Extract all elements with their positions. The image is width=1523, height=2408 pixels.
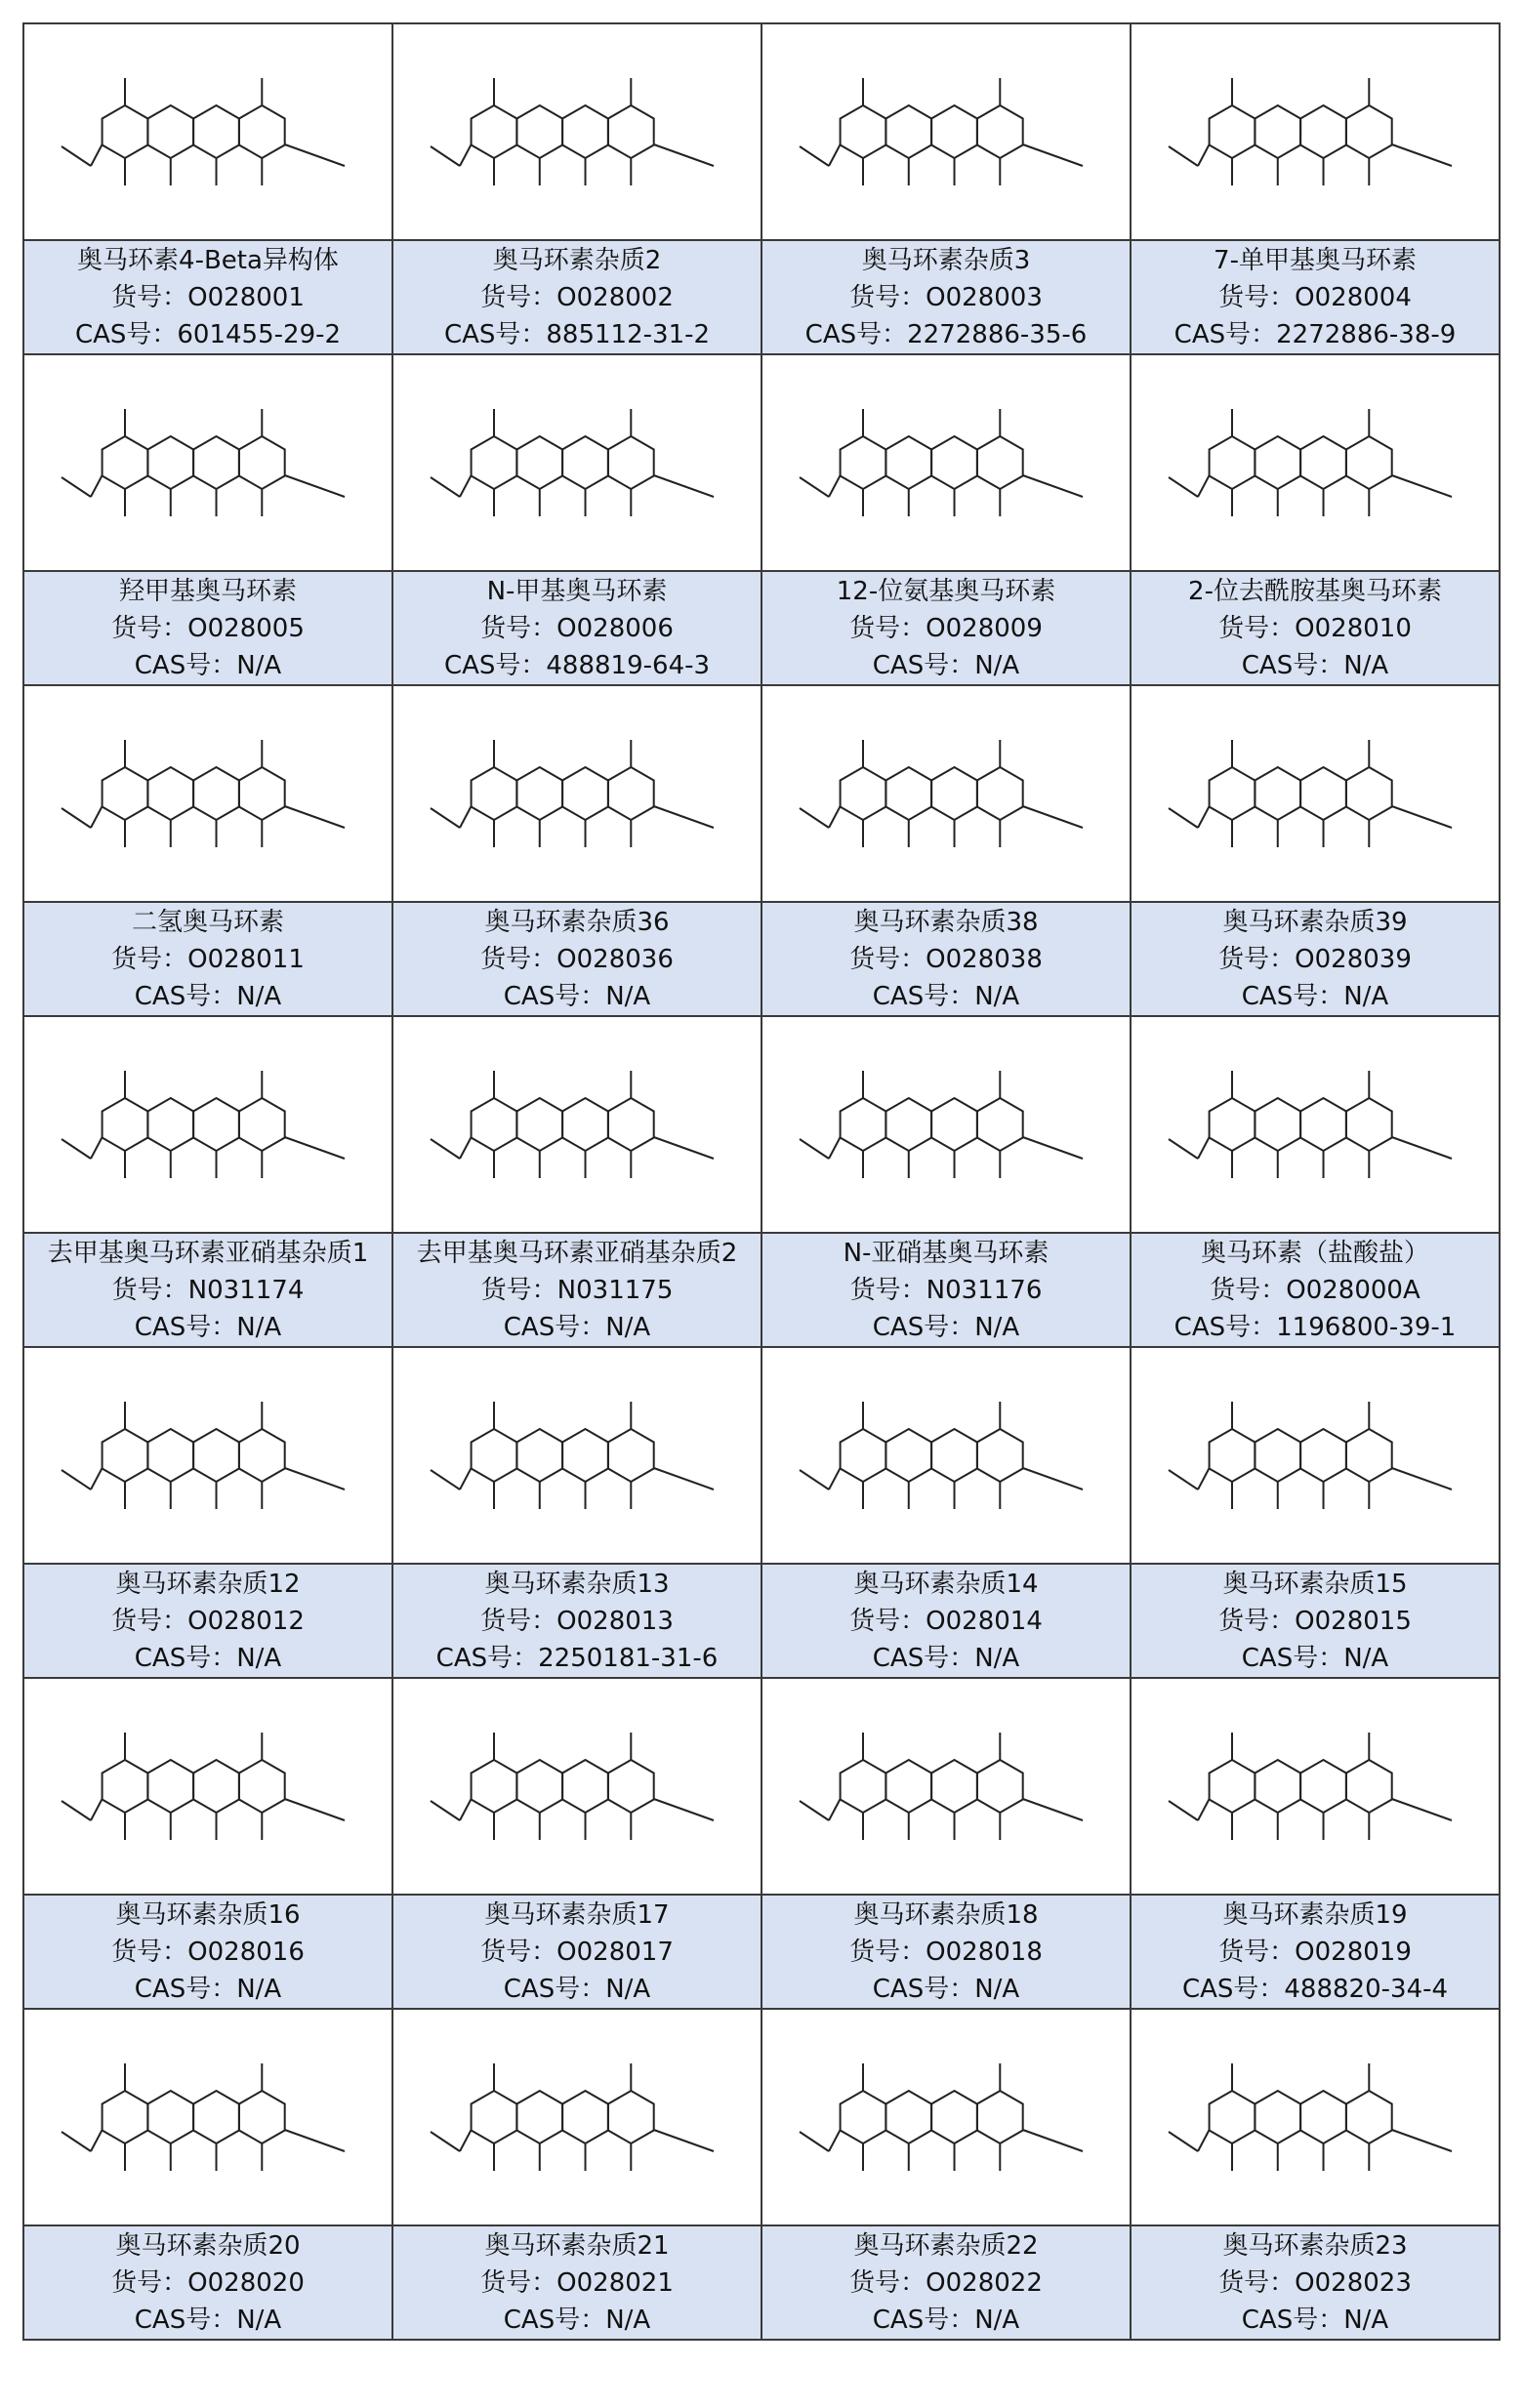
cas-label: CAS号：: [134, 981, 237, 1011]
cas-number-line: [762, 316, 1130, 353]
cas-value: N/A: [236, 2305, 282, 2335]
compound-info-cell: [762, 1895, 1131, 2009]
cas-label: CAS号：: [134, 650, 237, 680]
compound-info-cell: [1131, 1564, 1500, 1678]
product-code-value: O028005: [187, 613, 305, 643]
compound-name: 奥马环素杂质18: [853, 1899, 1039, 1930]
cas-number-line: [1132, 1971, 1499, 2008]
product-code-value: O028016: [187, 1937, 305, 1967]
compound-name: 奥马环素杂质38: [853, 907, 1039, 937]
cas-value: N/A: [236, 1643, 282, 1673]
compound-name: 奥马环素（盐酸盐）: [1200, 1238, 1429, 1268]
cas-value: N/A: [1343, 981, 1389, 1011]
tetracycline-structure-icon: [1132, 360, 1499, 565]
structure-cell: [1131, 685, 1500, 902]
compound-info-cell: [1131, 240, 1500, 354]
compound-name: 奥马环素杂质16: [115, 1899, 301, 1930]
structure-cell: [23, 354, 392, 571]
compound-name: 羟甲基奥马环素: [118, 576, 297, 606]
product-code-label: 货号：: [1218, 1606, 1296, 1636]
cas-number-line: [762, 2302, 1130, 2339]
cas-value: 601455-29-2: [177, 319, 342, 349]
product-code-line: [762, 610, 1130, 647]
cas-value: N/A: [974, 2305, 1020, 2335]
structure-cell: [392, 685, 762, 902]
structure-cell: [392, 2009, 762, 2225]
tetracycline-structure-icon: [24, 1022, 391, 1227]
structure-cell: [762, 354, 1131, 571]
compound-info-cell: [762, 902, 1131, 1016]
cas-value: 2272886-38-9: [1276, 319, 1457, 349]
product-code-line: [24, 941, 391, 978]
compound-name: 去甲基奥马环素亚硝基杂质2: [416, 1238, 738, 1268]
product-code-value: O028013: [556, 1606, 674, 1636]
product-code-value: O028000A: [1286, 1275, 1420, 1305]
product-code-value: O028001: [187, 282, 305, 312]
tetracycline-structure-icon: [24, 360, 391, 565]
cas-number-line: [24, 978, 391, 1015]
compound-name: 奥马环素杂质39: [1222, 907, 1408, 937]
product-code-value: O028038: [926, 944, 1043, 974]
tetracycline-structure-icon: [762, 360, 1130, 565]
structure-cell: [23, 23, 392, 240]
product-code-label: 货号：: [849, 613, 926, 643]
compound-info-cell: [392, 1233, 762, 1347]
tetracycline-structure-icon: [762, 1022, 1130, 1227]
cas-label: CAS号：: [134, 1312, 237, 1342]
product-code-label: 货号：: [480, 2267, 557, 2298]
product-code-label: 货号：: [1218, 1937, 1296, 1967]
product-code-value: O028003: [926, 282, 1043, 312]
product-code-line: [393, 279, 761, 316]
product-code-value: O028036: [556, 944, 674, 974]
product-code-label: 货号：: [480, 1606, 557, 1636]
compound-info-cell: [392, 902, 762, 1016]
tetracycline-structure-icon: [24, 2015, 391, 2220]
compound-info-cell: [1131, 1233, 1500, 1347]
cas-label: CAS号：: [435, 1643, 539, 1673]
compound-info-cell: [23, 1564, 392, 1678]
product-code-line: [393, 2265, 761, 2302]
cas-label: CAS号：: [1173, 1312, 1277, 1342]
structure-cell: [392, 1347, 762, 1564]
compound-info-cell: [1131, 902, 1500, 1016]
product-code-value: O028022: [926, 2267, 1043, 2298]
cas-value: 1196800-39-1: [1276, 1312, 1457, 1342]
product-code-line: [393, 1603, 761, 1640]
structure-cell: [23, 2009, 392, 2225]
compound-name: 奥马环素杂质14: [853, 1569, 1039, 1599]
product-code-line: [393, 1272, 761, 1309]
compound-info-cell: [392, 240, 762, 354]
structure-cell: [23, 1678, 392, 1895]
cas-label: CAS号：: [134, 1974, 237, 2004]
tetracycline-structure-icon: [762, 29, 1130, 234]
structure-cell: [762, 1347, 1131, 1564]
product-code-label: 货号：: [849, 2267, 926, 2298]
tetracycline-structure-icon: [393, 1353, 761, 1558]
compound-name: 奥马环素杂质15: [1222, 1569, 1408, 1599]
structure-cell: [762, 1016, 1131, 1233]
cas-value: N/A: [236, 1312, 282, 1342]
compound-info-cell: [762, 240, 1131, 354]
cas-number-line: [24, 1971, 391, 2008]
cas-label: CAS号：: [872, 1643, 975, 1673]
compound-name: 奥马环素杂质22: [853, 2230, 1039, 2261]
cas-value: N/A: [605, 981, 651, 1011]
product-code-value: O028015: [1295, 1606, 1412, 1636]
compound-name: N-亚硝基奥马环素: [843, 1238, 1050, 1268]
compound-name: 7-单甲基奥马环素: [1214, 245, 1417, 275]
cas-number-line: [1132, 647, 1499, 684]
tetracycline-structure-icon: [762, 2015, 1130, 2220]
compound-name: 去甲基奥马环素亚硝基杂质1: [47, 1238, 369, 1268]
product-code-value: O028021: [556, 2267, 674, 2298]
cas-number-line: [24, 647, 391, 684]
cas-label: CAS号：: [872, 1974, 975, 2004]
cas-value: N/A: [1343, 2305, 1389, 2335]
structure-cell: [762, 2009, 1131, 2225]
cas-label: CAS号：: [872, 981, 975, 1011]
compound-name: 奥马环素杂质13: [484, 1569, 670, 1599]
tetracycline-structure-icon: [393, 2015, 761, 2220]
tetracycline-structure-icon: [1132, 1684, 1499, 1889]
tetracycline-structure-icon: [393, 691, 761, 896]
compound-info-cell: [392, 2225, 762, 2340]
compound-info-cell: [762, 571, 1131, 685]
cas-value: N/A: [974, 1974, 1020, 2004]
product-code-label: 货号：: [849, 282, 926, 312]
product-code-label: 货号：: [849, 1606, 926, 1636]
compound-name: 奥马环素杂质17: [484, 1899, 670, 1930]
structure-cell: [1131, 1678, 1500, 1895]
cas-number-line: [1132, 2302, 1499, 2339]
cas-value: N/A: [605, 1312, 651, 1342]
product-code-line: [393, 1934, 761, 1971]
product-code-line: [1132, 1603, 1499, 1640]
product-code-line: [1132, 610, 1499, 647]
tetracycline-structure-icon: [762, 1684, 1130, 1889]
cas-value: 885112-31-2: [546, 319, 711, 349]
structure-cell: [392, 354, 762, 571]
cas-label: CAS号：: [872, 2305, 975, 2335]
product-code-value: O028012: [187, 1606, 305, 1636]
tetracycline-structure-icon: [762, 1353, 1130, 1558]
cas-label: CAS号：: [134, 1643, 237, 1673]
structure-cell: [1131, 1347, 1500, 1564]
compound-info-cell: [762, 1233, 1131, 1347]
cas-label: CAS号：: [503, 1974, 606, 2004]
cas-value: 2272886-35-6: [907, 319, 1088, 349]
product-code-label: 货号：: [111, 1606, 188, 1636]
cas-label: CAS号：: [1241, 981, 1344, 1011]
cas-number-line: [393, 647, 761, 684]
product-code-label: 货号：: [111, 1275, 188, 1305]
product-code-label: 货号：: [480, 944, 557, 974]
cas-number-line: [1132, 316, 1499, 353]
cas-number-line: [393, 1640, 761, 1677]
product-code-value: N031175: [556, 1275, 674, 1305]
cas-label: CAS号：: [134, 2305, 237, 2335]
structure-cell: [762, 685, 1131, 902]
cas-label: CAS号：: [503, 2305, 606, 2335]
cas-label: CAS号：: [872, 650, 975, 680]
cas-number-line: [24, 2302, 391, 2339]
cas-number-line: [762, 978, 1130, 1015]
compound-name: 2-位去酰胺基奥马环素: [1188, 576, 1442, 606]
compound-name: 奥马环素杂质23: [1222, 2230, 1408, 2261]
cas-label: CAS号：: [443, 319, 547, 349]
cas-number-line: [393, 978, 761, 1015]
cas-number-line: [1132, 1309, 1499, 1346]
cas-value: 2250181-31-6: [538, 1643, 719, 1673]
product-code-line: [762, 1603, 1130, 1640]
product-code-label: 货号：: [111, 613, 188, 643]
cas-number-line: [393, 1309, 761, 1346]
compound-catalog-table: [22, 22, 1501, 2341]
product-code-line: [762, 2265, 1130, 2302]
cas-value: N/A: [236, 981, 282, 1011]
cas-label: CAS号：: [1241, 2305, 1344, 2335]
tetracycline-structure-icon: [1132, 1353, 1499, 1558]
product-code-line: [1132, 279, 1499, 316]
compound-info-cell: [23, 1233, 392, 1347]
compound-info-cell: [1131, 2225, 1500, 2340]
product-code-value: O028023: [1295, 2267, 1412, 2298]
product-code-value: O028004: [1295, 282, 1412, 312]
cas-number-line: [24, 1640, 391, 1677]
product-code-line: [1132, 2265, 1499, 2302]
product-code-value: O028014: [926, 1606, 1043, 1636]
compound-name: 奥马环素4-Beta异构体: [77, 245, 339, 275]
structure-cell: [762, 23, 1131, 240]
product-code-label: 货号：: [1218, 944, 1296, 974]
product-code-line: [393, 610, 761, 647]
compound-name: 奥马环素杂质21: [484, 2230, 670, 2261]
compound-name: 12-位氨基奥马环素: [836, 576, 1056, 606]
product-code-line: [24, 279, 391, 316]
cas-number-line: [24, 1309, 391, 1346]
product-code-value: N031174: [187, 1275, 305, 1305]
product-code-line: [393, 941, 761, 978]
cas-value: N/A: [1343, 1643, 1389, 1673]
compound-info-cell: [1131, 571, 1500, 685]
product-code-value: O028018: [926, 1937, 1043, 1967]
product-code-label: 货号：: [1218, 613, 1296, 643]
product-code-label: 货号：: [1210, 1275, 1287, 1305]
cas-label: CAS号：: [1241, 1643, 1344, 1673]
product-code-value: O028009: [926, 613, 1043, 643]
cas-value: 488820-34-4: [1284, 1974, 1449, 2004]
product-code-label: 货号：: [849, 1937, 926, 1967]
product-code-label: 货号：: [849, 1275, 926, 1305]
cas-number-line: [762, 647, 1130, 684]
cas-label: CAS号：: [503, 1312, 606, 1342]
product-code-label: 货号：: [480, 1937, 557, 1967]
compound-info-cell: [762, 1564, 1131, 1678]
tetracycline-structure-icon: [393, 1022, 761, 1227]
product-code-line: [24, 2265, 391, 2302]
compound-name: 奥马环素杂质19: [1222, 1899, 1408, 1930]
product-code-label: 货号：: [849, 944, 926, 974]
cas-value: N/A: [605, 2305, 651, 2335]
tetracycline-structure-icon: [1132, 1022, 1499, 1227]
cas-number-line: [1132, 1640, 1499, 1677]
compound-name: 二氢奥马环素: [131, 907, 284, 937]
compound-info-cell: [23, 240, 392, 354]
compound-name: 奥马环素杂质20: [115, 2230, 301, 2261]
cas-number-line: [24, 316, 391, 353]
structure-cell: [1131, 2009, 1500, 2225]
cas-label: CAS号：: [1173, 319, 1277, 349]
cas-value: N/A: [605, 1974, 651, 2004]
structure-cell: [23, 1016, 392, 1233]
cas-value: N/A: [236, 650, 282, 680]
compound-name: 奥马环素杂质3: [861, 245, 1031, 275]
product-code-value: O028010: [1295, 613, 1412, 643]
product-code-label: 货号：: [480, 282, 557, 312]
product-code-label: 货号：: [1218, 2267, 1296, 2298]
product-code-value: O028020: [187, 2267, 305, 2298]
tetracycline-structure-icon: [24, 691, 391, 896]
cas-value: N/A: [236, 1974, 282, 2004]
compound-name: 奥马环素杂质12: [115, 1569, 301, 1599]
cas-number-line: [762, 1971, 1130, 2008]
compound-name: N-甲基奥马环素: [486, 576, 668, 606]
compound-info-cell: [23, 571, 392, 685]
tetracycline-structure-icon: [1132, 2015, 1499, 2220]
compound-info-cell: [392, 571, 762, 685]
product-code-label: 货号：: [480, 1275, 557, 1305]
product-code-line: [762, 279, 1130, 316]
product-code-line: [24, 1272, 391, 1309]
structure-cell: [392, 1678, 762, 1895]
cas-label: CAS号：: [1241, 650, 1344, 680]
product-code-label: 货号：: [111, 944, 188, 974]
structure-cell: [392, 1016, 762, 1233]
tetracycline-structure-icon: [24, 29, 391, 234]
product-code-value: N031176: [926, 1275, 1043, 1305]
tetracycline-structure-icon: [24, 1353, 391, 1558]
cas-value: N/A: [1343, 650, 1389, 680]
cas-label: CAS号：: [74, 319, 178, 349]
cas-value: N/A: [974, 981, 1020, 1011]
structure-cell: [762, 1678, 1131, 1895]
product-code-value: O028002: [556, 282, 674, 312]
product-code-value: O028019: [1295, 1937, 1412, 1967]
compound-name: 奥马环素杂质2: [492, 245, 662, 275]
product-code-value: O028017: [556, 1937, 674, 1967]
product-code-line: [24, 1603, 391, 1640]
cas-value: N/A: [974, 1643, 1020, 1673]
cas-number-line: [762, 1309, 1130, 1346]
product-code-line: [1132, 1934, 1499, 1971]
product-code-label: 货号：: [1218, 282, 1296, 312]
product-code-value: O028039: [1295, 944, 1412, 974]
compound-info-cell: [392, 1895, 762, 2009]
compound-info-cell: [23, 2225, 392, 2340]
product-code-label: 货号：: [111, 2267, 188, 2298]
cas-number-line: [393, 1971, 761, 2008]
tetracycline-structure-icon: [393, 29, 761, 234]
product-code-value: O028006: [556, 613, 674, 643]
structure-cell: [1131, 1016, 1500, 1233]
product-code-line: [762, 941, 1130, 978]
structure-cell: [1131, 23, 1500, 240]
cas-number-line: [393, 316, 761, 353]
product-code-line: [1132, 941, 1499, 978]
cas-number-line: [762, 1640, 1130, 1677]
compound-info-cell: [1131, 1895, 1500, 2009]
tetracycline-structure-icon: [393, 1684, 761, 1889]
structure-cell: [23, 1347, 392, 1564]
compound-info-cell: [23, 902, 392, 1016]
tetracycline-structure-icon: [1132, 29, 1499, 234]
cas-label: CAS号：: [872, 1312, 975, 1342]
tetracycline-structure-icon: [393, 360, 761, 565]
cas-number-line: [1132, 978, 1499, 1015]
cas-label: CAS号：: [503, 981, 606, 1011]
compound-info-cell: [762, 2225, 1131, 2340]
structure-cell: [1131, 354, 1500, 571]
product-code-line: [1132, 1272, 1499, 1309]
structure-cell: [392, 23, 762, 240]
product-code-label: 货号：: [111, 282, 188, 312]
cas-label: CAS号：: [1181, 1974, 1285, 2004]
cas-label: CAS号：: [804, 319, 908, 349]
compound-name: 奥马环素杂质36: [484, 907, 670, 937]
product-code-value: O028011: [187, 944, 305, 974]
compound-info-cell: [392, 1564, 762, 1678]
cas-value: 488819-64-3: [546, 650, 711, 680]
cas-number-line: [393, 2302, 761, 2339]
tetracycline-structure-icon: [24, 1684, 391, 1889]
product-code-line: [24, 1934, 391, 1971]
structure-cell: [23, 685, 392, 902]
cas-label: CAS号：: [443, 650, 547, 680]
cas-value: N/A: [974, 650, 1020, 680]
product-code-label: 货号：: [480, 613, 557, 643]
compound-info-cell: [23, 1895, 392, 2009]
product-code-line: [762, 1934, 1130, 1971]
product-code-line: [762, 1272, 1130, 1309]
tetracycline-structure-icon: [762, 691, 1130, 896]
tetracycline-structure-icon: [1132, 691, 1499, 896]
cas-value: N/A: [974, 1312, 1020, 1342]
product-code-line: [24, 610, 391, 647]
product-code-label: 货号：: [111, 1937, 188, 1967]
